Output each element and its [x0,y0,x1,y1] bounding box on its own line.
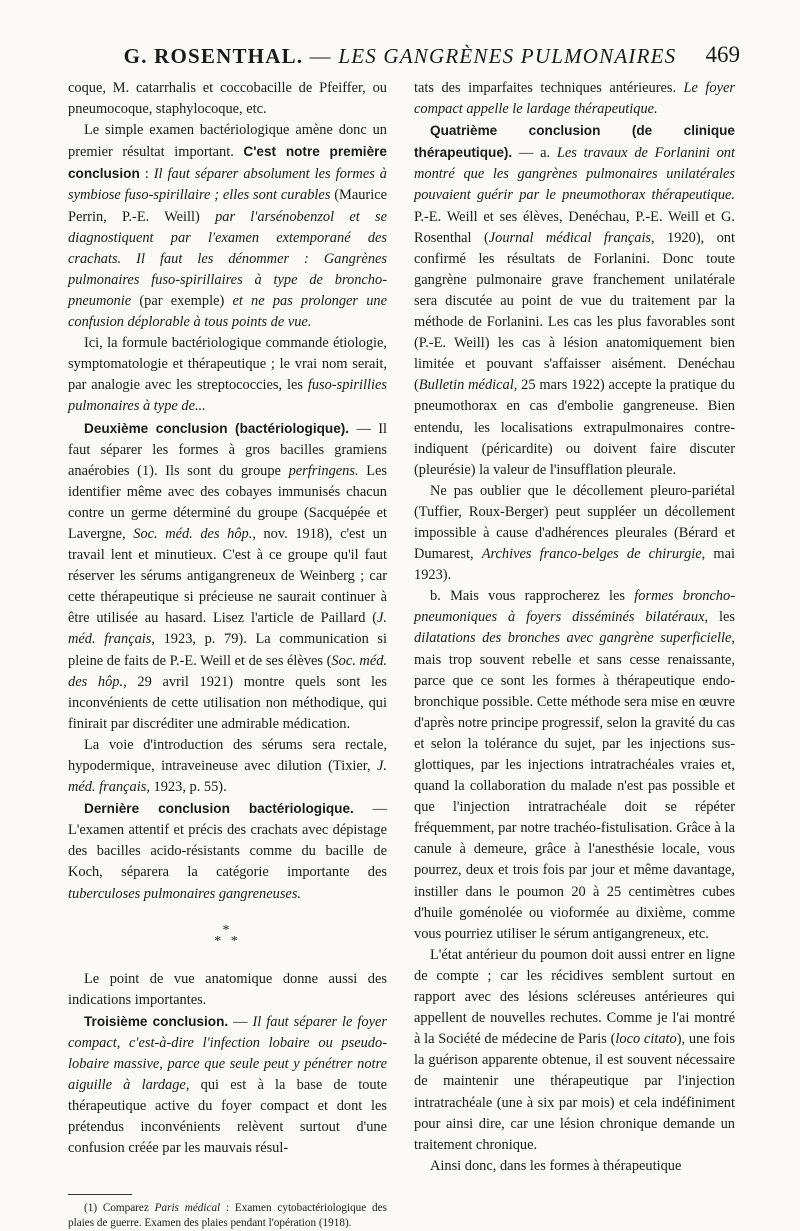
text: qui est à la base de toute thérapeutique active du foyer compact et dont les prétendus inconvénients relèvent surtout d'une confusion créée par les mauvais résul- [68,1077,387,1157]
asterism-bottom: * * [214,933,241,949]
paragraph [414,945,735,1156]
text: , 1923, p. 55). [146,779,227,796]
text: tats des imparfaites techniques antérieures. [414,80,684,96]
text: L'état antérieur du poumon doit aussi entrer en ligne de compte ; car les récidives semblent surtout en rapport avec des lésions scléreuses antérieures qui appellent de nouvelles rechutes. Comme je l'ai montré à la Société de médecine de Paris ( [414,946,735,1048]
text: , mai 1923). [414,546,735,584]
text: Le foyer compact appelle le lardage thérapeutique. [414,80,735,118]
paragraph [414,586,735,945]
text: Soc. méd. des hôp. [68,652,387,690]
text: Le simple examen bactériologique amène donc un premier résultat important. [68,122,387,161]
text: — L'examen attentif et précis des crachats avec dépistage des bacilles acido-résistants comme du bacille de Koch, séparera la catégorie importante des [68,801,387,881]
running-title [60,44,740,69]
text: : Examen cytobactériologique des plaies de guerre. Examen des plaies pendant l'opération (1918). [68,1201,387,1229]
text: J. méd. français [68,758,387,796]
text: J. méd. français [68,610,387,648]
text: Journal médical français [488,229,652,246]
paragraph [68,333,387,417]
conclusion-heading: Troisième conclusion. [84,1013,229,1029]
text: Il faut séparer le foyer compact, c'est-à-dire l'infection lobaire ou pseudo-lobaire massive, parce que seule peut y pénétrer notre aiguille à lardage, [68,1013,387,1094]
paragraph [68,798,387,904]
text: Les identifier même avec des cobayes immunisés chacun contre un germe déterminé du groupe (Sacquépée et Lavergne, [68,462,387,542]
text: formes broncho-pneumoniques à foyers disséminés bilatéraux [414,588,735,626]
conclusion-heading: Deuxième conclusion (bactériologique). [84,420,350,436]
text: Archives franco-belges de chirurgie [481,546,702,563]
paragraph [414,481,735,586]
text: Ici, la formule bactériologique commande étiologie, symptomatologie et thérapeutique ; le vrai nom serait, par analogie avec les streptococcies, les [68,335,387,394]
text: ), une fois la guérison apparente obtenue, il est souvent nécessaire de maintenir une thérapeutique par l'injection intratrachéale (une à six par mois) et cela indéfiniment pour ainsi dire, car une lésion chronique demande un traitement chronique. [414,1031,736,1153]
conclusion-heading: Dernière conclusion bactériologique. [84,801,354,817]
paragraph [68,735,387,798]
text: La voie d'introduction des sérums sera rectale, hypodermique, intraveineuse avec dilution (Tixier, [68,736,387,774]
text: perfringens. [288,462,359,479]
text: b. Mais vous rapprocherez les [430,588,635,605]
left-column [68,78,388,1229]
footnote-rule [68,1194,132,1195]
text: , 25 mars 1922) accepte la pratique du pneumothorax en cas d'embolie gangreneuse. Bien entendu, les localisations extrapulmonaires contre-indiquent (péricardite) ou doivent faire discuter (pleurésie) la valeur de l'insufflation pleurale. [414,377,735,478]
text: par l'arsénobenzol et se diagnostiquent par l'examen extemporané des crachats. Il faut les dénommer : Gangrènes pulmonaires fuso-spirillaires à type de broncho-pneumonie [68,208,388,309]
text: Bulletin médical [418,377,514,394]
paragraph [68,418,387,735]
text: et ne pas prolonger une confusion déplorable à tous points de vue. [68,292,388,331]
page-number: 469 [705,42,740,67]
text: (Maurice Perrin, P.-E. Weill) [68,187,387,225]
conclusion-heading: Quatrième conclusion (de clinique thérapeutique). [414,123,735,161]
footnote [68,1201,387,1231]
text: : [139,166,154,183]
text: P.-E. Weill et ses élèves, Denéchau, P.-E. Weill et G. Rosenthal ( [414,208,735,246]
section-divider-asterism [68,922,387,949]
text: Paris médical [154,1201,221,1214]
asterism-top: * [222,922,233,938]
paragraph [414,78,735,120]
text: , les [704,609,735,626]
text: , nov. 1918), c'est un travail lent et minutieux. C'est à ce groupe qu'il faut réserver les sérums antigangreneux de Weinberg ; car cette thérapeutique si précieuse ne saurait continuer à être utilisée au hasard. Lisez l'article de Paillard ( [68,525,388,627]
text: , 1920), ont confirmé les résultats de Forlanini. Donc toute gangrène pulmonaire grave franchement unilatérale sera discutée au point de vue du traitement par la méthode de Forlanini. Les cas les plus favorables sont (P.-E. Weill) les cas à lésion anatomiquement bien limitée et pouvant s'affaisser aisément. Denéchau ( [414,229,735,394]
text: loco citato [615,1031,677,1048]
text: , mais trop souvent rebelle et sans cesse renaissante, parce que ce sont les formes à thérapeutique endo-bronchique possible. Cette méthode sera mise en œuvre d'après notre principe progressif, selon la gravité du cas et selon la tolérance du sujet, par les injections sus-glottiques, par les injections intratrachéales vraies et, quand la collaboration du malade n'est pas possible et que l'injection intratrachéale doit se répéter fréquemment, par notre trachéo-fistulisation. Grâce à la canule à demeure, grâce à l'anesthésie locale, vous pourrez, deux et trois fois par jour et même davantage, instiller dans le poumon 20 à 25 centimètres cubes d'huile goménolée ou vioformée au dixième, comme vous pourriez utiliser le sérum antigangreneux, etc. [414,630,735,942]
header-separator: — [303,44,339,68]
text: Ne pas oublier que le décollement pleuro-pariétal (Tuffier, Roux-Berger) peut suppléer un décollement impossible à cause d'adhérences pleurales (Bérard et Dumarest, [414,482,735,563]
paragraph: Le point de vue anatomique donne aussi des indications importantes. [68,970,387,1008]
text: — [228,1013,253,1030]
text: Les travaux de Forlanini ont montré que les gangrènes pulmonaires unilatérales pouvaient guérir par le pneumothorax thérapeutique. [414,145,735,204]
running-header [60,42,740,72]
conclusion-heading: C'est notre première conclusion [68,144,387,182]
paragraph [68,1011,387,1160]
text: — Il faut séparer les formes à gros bacilles gramiens anaérobies (1). Ils sont du groupe [68,420,387,479]
paragraph: coque, M. catarrhalis et coccobacille de Pfeiffer, ou pneumocoque, staphylocoque, etc. [68,80,387,118]
text: fuso-spirillies pulmonaires à type de... [68,377,387,415]
text: Soc. méd. des hôp. [133,525,253,542]
text: — a. [512,145,557,162]
text: tuberculoses pulmonaires gangreneuses. [68,885,302,902]
paragraph [414,120,735,481]
text: Il faut séparer absolument les formes à symbiose fuso-spirillaire ; elles sont curables [68,166,387,204]
header-author: G. ROSENTHAL. [123,44,304,68]
text: , 1923, p. 79). La communication si pleine de faits de P.-E. Weill et de ses élèves ( [68,631,387,669]
paragraph: Ainsi donc, dans les formes à thérapeutique [430,1157,682,1174]
text: , 29 avril 1921) montre quels sont les inconvénients de cette utilisation non méthodique, qui finirait par discréditer une admirable médication. [68,673,388,732]
text: (1) Comparez [84,1201,155,1214]
text: (par exemple) [131,292,233,309]
paragraph [68,120,387,333]
right-column [414,78,736,1174]
text: dilatations des bronches avec gangrène superficielle [414,630,732,647]
header-subject: LES GANGRÈNES PULMONAIRES [338,44,677,68]
